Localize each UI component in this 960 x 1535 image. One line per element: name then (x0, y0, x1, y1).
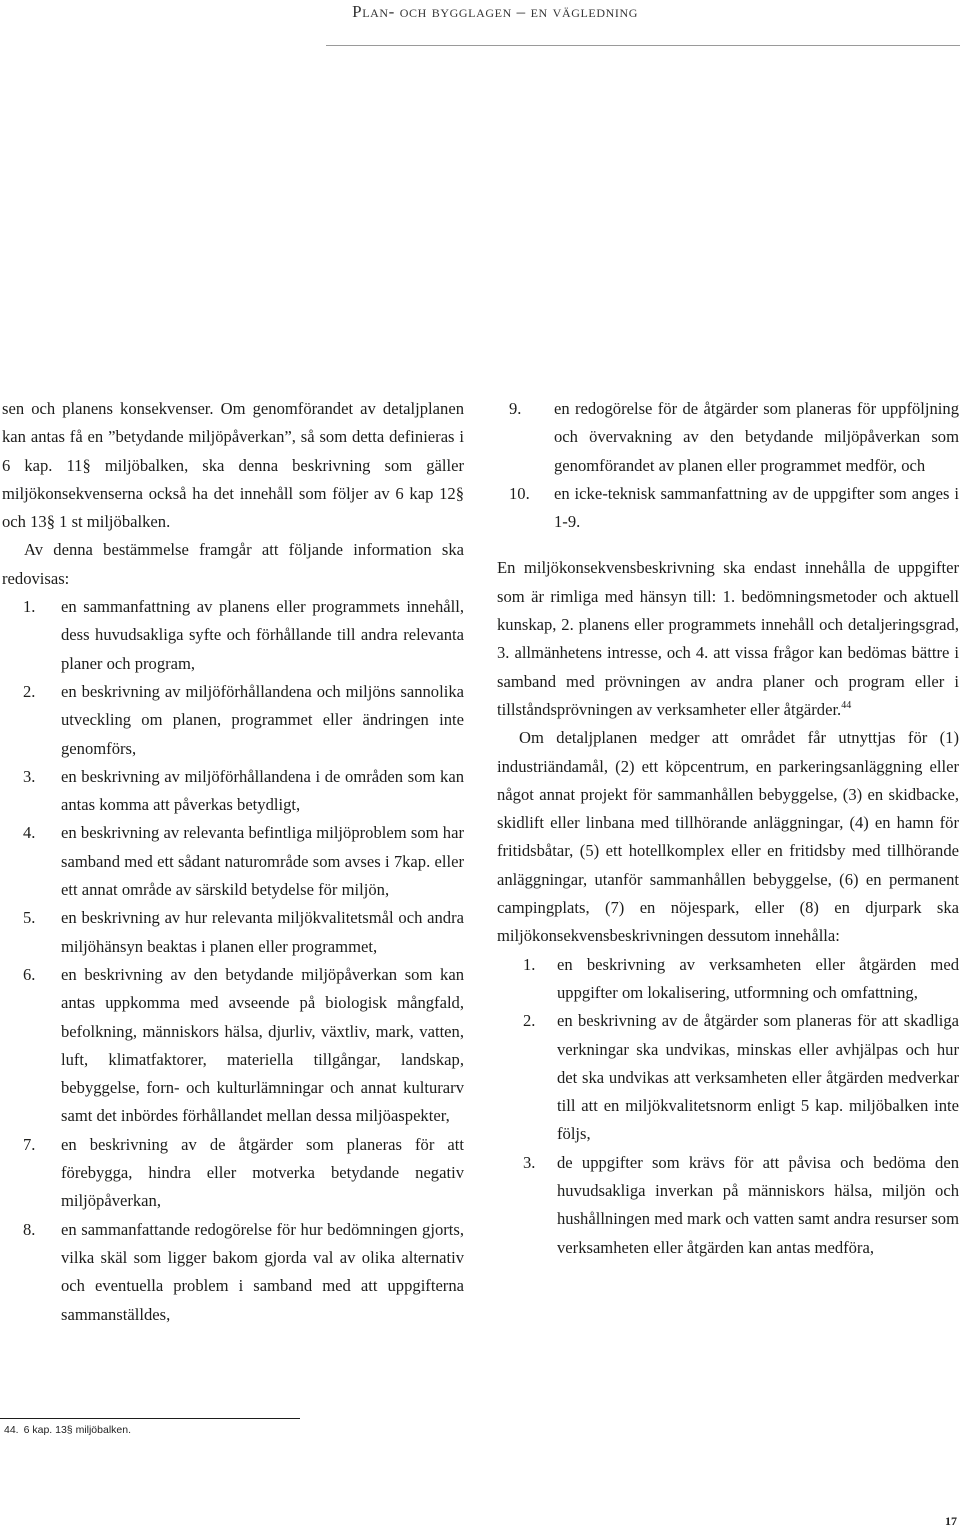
list-item (497, 951, 959, 1008)
header-rule (326, 45, 960, 46)
list-item-text: en beskrivning av den betydande miljöpåverkan som kan antas uppkomma med avseende på biologisk mångfald, befolkning, människors hälsa, djurliv, växtliv, mark, vatten, luft, klimatfaktorer, materiella tillgångar, landskap, bebyggelse, forn- och kulturlämningar och annat kulturarv samt det inbördes förhållandet mellan dessa miljöaspekter, (61, 964, 464, 1126)
list-item (2, 904, 464, 961)
detailplan-paragraph: Om detaljplanen medger att området får utnyttjas för (1) industriändamål, (2) ett köpcentrum, en parkeringsanläggning eller något annat projekt för sammanhållen bebyggelse, (3) en skidbacke, skidlift eller linbana med tillhörande anläggningar, (4) en hamn för fritidsbåtar, (5) ett hotellkomplex eller en fritidsby med tillhörande anläggningar, utanför sammanhållen bebyggelse, (6) en permanent campingplats, (7) en nöjespark, eller (8) en djurpark ska miljökonsekvensbeskrivningen dessutom innehålla: (497, 728, 959, 946)
list-item-text: en redogörelse för de åtgärder som planeras för uppföljning och övervakning av den betydande miljöpåverkan som genomförandet av planen eller programmet medför, och (554, 399, 959, 475)
list-item-text: de uppgifter som krävs för att påvisa och bedöma den huvudsakliga inverkan på människors hälsa, miljön och hushållningen med mark och vatten samt andra resurser som verksamheten eller åtgärden kan antas medföra, (557, 1152, 959, 1257)
list-item-number: 2. (523, 1011, 536, 1031)
list-item (2, 961, 464, 1131)
list-item-number: 10. (509, 483, 530, 503)
left-column (2, 395, 464, 1329)
list-item-text: en beskrivning av miljöförhållandena och miljöns sannolika utveckling om planen, programmet eller ändringen inte genomförs, (61, 681, 464, 758)
list-item-number: 4. (23, 823, 36, 843)
list-item-text: en sammanfattande redogörelse för hur bedömningen gjorts, vilka skäl som ligger bakom gjorda val av olika alternativ och eventuella problem i samband med att uppgifterna sammanställdes, (61, 1219, 464, 1324)
list-item (2, 678, 464, 763)
requirement-list (2, 593, 464, 1329)
list-item (2, 1131, 464, 1216)
list-item (497, 1007, 959, 1148)
running-title: Plan- och bygglagen – en vägledning (352, 2, 638, 21)
list-item-text: en sammanfattning av planens eller programmets innehåll, dess huvudsakliga syfte och förhållande till andra relevanta planer och program, (61, 597, 464, 673)
list-item (2, 763, 464, 820)
lead-paragraph: Av denna bestämmelse framgår att följande information ska redovisas: (2, 540, 464, 588)
additional-content-list (497, 951, 959, 1262)
footnote-number: 44. (4, 1424, 19, 1436)
list-item-number: 3. (523, 1152, 536, 1172)
page-number: 17 (945, 1514, 957, 1528)
list-item (497, 395, 959, 480)
running-header (0, 0, 960, 60)
list-item-number: 6. (23, 964, 36, 984)
list-item (2, 593, 464, 678)
list-item-number: 2. (23, 681, 36, 701)
list-item-text: en icke-teknisk sammanfattning av de uppgifter som anges i 1-9. (554, 483, 959, 532)
list-item-text: en beskrivning av miljöförhållandena i de områden som kan antas komma att påverkas betydligt, (61, 766, 464, 815)
list-item-text: en beskrivning av verksamheten eller åtgärden med uppgifter om lokalisering, utformning och omfattning, (557, 954, 959, 1002)
limitation-text: En miljökonsekvensbeskrivning ska endast innehålla de uppgifter som är rimliga med hänsyn till: 1. bedömningsmetoder och aktuell kunskap, 2. planens eller programmets innehåll och detaljeringsgrad, 3. allmänhetens intresse, och 4. att vissa frågor kan bedömas bättre i samband med prövningen av andra planer och program eller i tillståndsprövningen av verksamheter eller åtgärder. (497, 558, 959, 719)
list-item-number: 9. (509, 399, 522, 418)
list-item-text: en beskrivning av de åtgärder som planeras för att förebygga, hindra eller motverka betydande negativ miljöpåverkan, (61, 1134, 464, 1211)
list-item (497, 1149, 959, 1262)
list-item (497, 480, 959, 537)
footnote-text: 6 kap. 13§ miljöbalken. (23, 1424, 132, 1436)
limitation-paragraph (497, 554, 959, 724)
list-item-number: 5. (23, 908, 36, 928)
list-item (2, 1216, 464, 1329)
right-column (497, 395, 959, 1262)
list-item-number: 1. (23, 597, 36, 617)
list-item-text: en beskrivning av hur relevanta miljökvalitetsmål och andra miljöhänsyn beaktas i planen eller programmet, (61, 908, 464, 956)
list-item-text: en beskrivning av de åtgärder som planeras för att skadliga verkningar ska undvikas, minskas eller avhjälpas och hur det ska undvikas att verksamheten eller åtgärden medverkar till att en miljökvalitetsnorm enligt 5 kap. miljöbalken inte följs, (557, 1011, 959, 1144)
list-item-number: 1. (523, 954, 536, 974)
list-item-number: 3. (23, 766, 36, 786)
list-item-number: 7. (23, 1134, 36, 1154)
footnote (4, 1424, 131, 1436)
requirement-list-continued (497, 395, 959, 536)
footnote-rule (0, 1418, 300, 1419)
list-item-text: en beskrivning av relevanta befintliga miljöproblem som har samband med ett sådant naturområde som avses i 7kap. eller ett annat område av särskild betydelse för miljön, (61, 823, 464, 900)
intro-paragraph: sen och planens konsekvenser. Om genomförandet av detaljplanen kan antas få en ”betydande miljöpåverkan”, så som detta definieras i 6 kap. 11§ miljöbalken, ska denna beskrivning som gäller miljökonsekvenserna också ha det innehåll som följer av 6 kap 12§ och 13§ 1 st miljöbalken. (2, 399, 464, 532)
footnote-reference: 44 (841, 699, 852, 711)
list-item-number: 8. (23, 1219, 36, 1239)
list-item (2, 819, 464, 904)
